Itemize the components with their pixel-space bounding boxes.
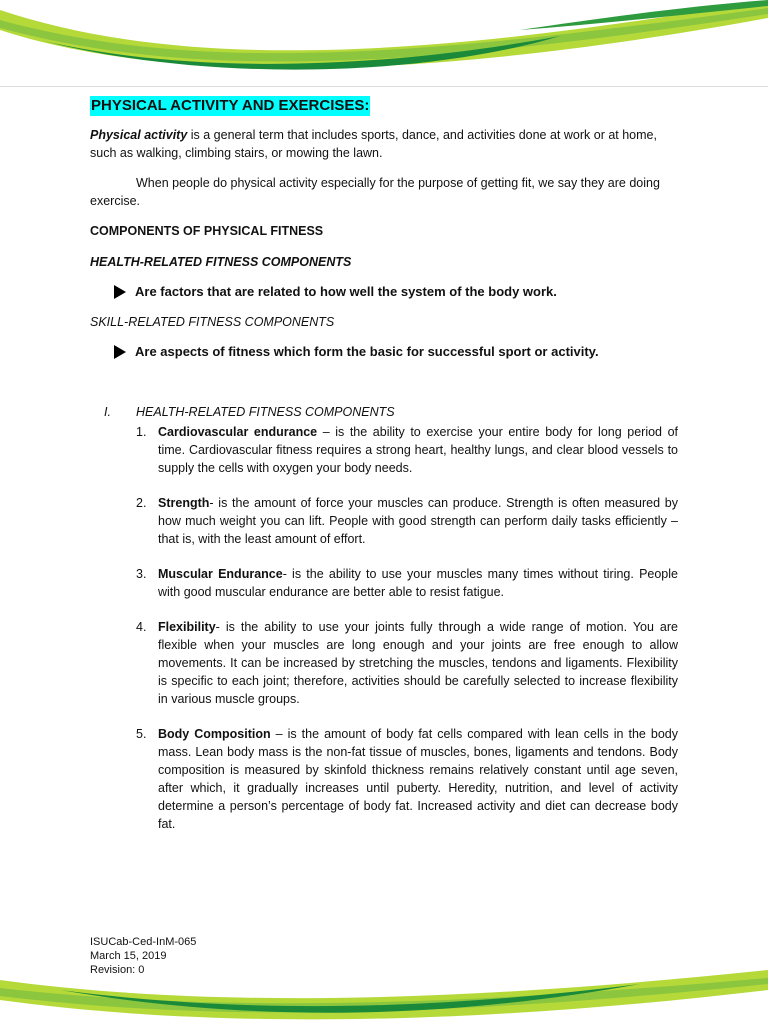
list-item-term: Muscular Endurance bbox=[158, 567, 283, 581]
skill-bullet-text: Are aspects of fitness which form the basic for successful sport or activity. bbox=[135, 344, 599, 359]
list-item-term: Body Composition bbox=[158, 727, 271, 741]
list-item-number: 4. bbox=[136, 620, 147, 634]
section-title: HEALTH-RELATED FITNESS COMPONENTS bbox=[136, 405, 395, 419]
list-item bbox=[136, 565, 678, 601]
list-item-text: - is the ability to use your muscles many times without tiring. People with good muscular endurance are better able to resist fatigue. bbox=[158, 567, 678, 599]
footer-code: ISUCab-Ced-InM-065 bbox=[90, 936, 197, 948]
health-bullet-text: Are factors that are related to how well the system of the body work. bbox=[135, 284, 557, 299]
skill-heading: SKILL-RELATED FITNESS COMPONENTS bbox=[90, 315, 335, 329]
list-item bbox=[136, 618, 678, 708]
list-item bbox=[136, 423, 678, 477]
list-item bbox=[136, 725, 678, 833]
intro-term: Physical activity bbox=[90, 128, 188, 142]
components-list bbox=[136, 423, 678, 833]
list-item-term: Strength bbox=[158, 496, 210, 510]
health-bullet bbox=[90, 283, 678, 301]
intro-definition: is a general term that includes sports, dance, and activities done at work or at home, such as walking, climbing stairs, or mowing the lawn. bbox=[90, 128, 657, 160]
components-heading: COMPONENTS OF PHYSICAL FITNESS bbox=[90, 224, 324, 238]
skill-bullet bbox=[90, 343, 678, 361]
list-item-term: Flexibility bbox=[158, 620, 216, 634]
list-item-text: - is the amount of force your muscles can produce. Strength is often measured by how much weight you can lift. People with good strength can perform daily tasks efficiently – that is, with the least amount of effort. bbox=[158, 496, 678, 546]
list-item-number: 5. bbox=[136, 727, 147, 741]
intro-paragraph bbox=[90, 126, 678, 162]
footer-date: March 15, 2019 bbox=[90, 950, 167, 962]
list-item-text: – is the amount of body fat cells compared with lean cells in the body mass. Lean body mass is the non-fat tissue of muscles, bones, ligaments and tendons. Body composition is measured by skinfold thickness remains relatively constant until age seven, after which, it gradually increases until puberty. Heredity, nutrition, and level of activity determine a person’s percentage of body fat. Increased activity and diet can decrease body fat. bbox=[158, 727, 678, 831]
list-item bbox=[136, 494, 678, 548]
footer-revision: Revision: 0 bbox=[90, 964, 145, 976]
section-heading bbox=[90, 403, 678, 421]
list-item-term: Cardiovascular endurance bbox=[158, 425, 318, 439]
list-item-number: 3. bbox=[136, 567, 147, 581]
header-rule bbox=[0, 86, 768, 87]
page-title: PHYSICAL ACTIVITY AND EXERCISES: bbox=[91, 97, 370, 114]
bullet-arrow-icon bbox=[114, 285, 126, 299]
health-heading: HEALTH-RELATED FITNESS COMPONENTS bbox=[90, 255, 352, 269]
list-item-text: – is the ability to exercise your entire body for long period of time. Cardiovascular fitness requires a strong heart, healthy lungs, and clear blood vessels to supply the cells with oxygen your body needs. bbox=[158, 425, 679, 475]
footer-wave-decoration bbox=[0, 960, 768, 1024]
document-body bbox=[90, 96, 678, 850]
exercise-paragraph: When people do physical activity especially for the purpose of getting fit, we say they are doing exercise. bbox=[90, 176, 660, 208]
list-item-text: - is the ability to use your joints fully through a wide range of motion. You are flexible when your muscles are long enough and your joints are free enough to allow movements. It can be increased by stretching the muscles, tendons and ligaments. Flexibility is specific to each joint; therefore, activities should be carefully selected to increase flexibility in various muscle groups. bbox=[158, 620, 678, 706]
bullet-arrow-icon bbox=[114, 345, 126, 359]
header-wave-decoration bbox=[0, 0, 768, 80]
list-item-number: 2. bbox=[136, 496, 147, 510]
section-numeral: I. bbox=[104, 405, 111, 419]
list-item-number: 1. bbox=[136, 425, 147, 439]
